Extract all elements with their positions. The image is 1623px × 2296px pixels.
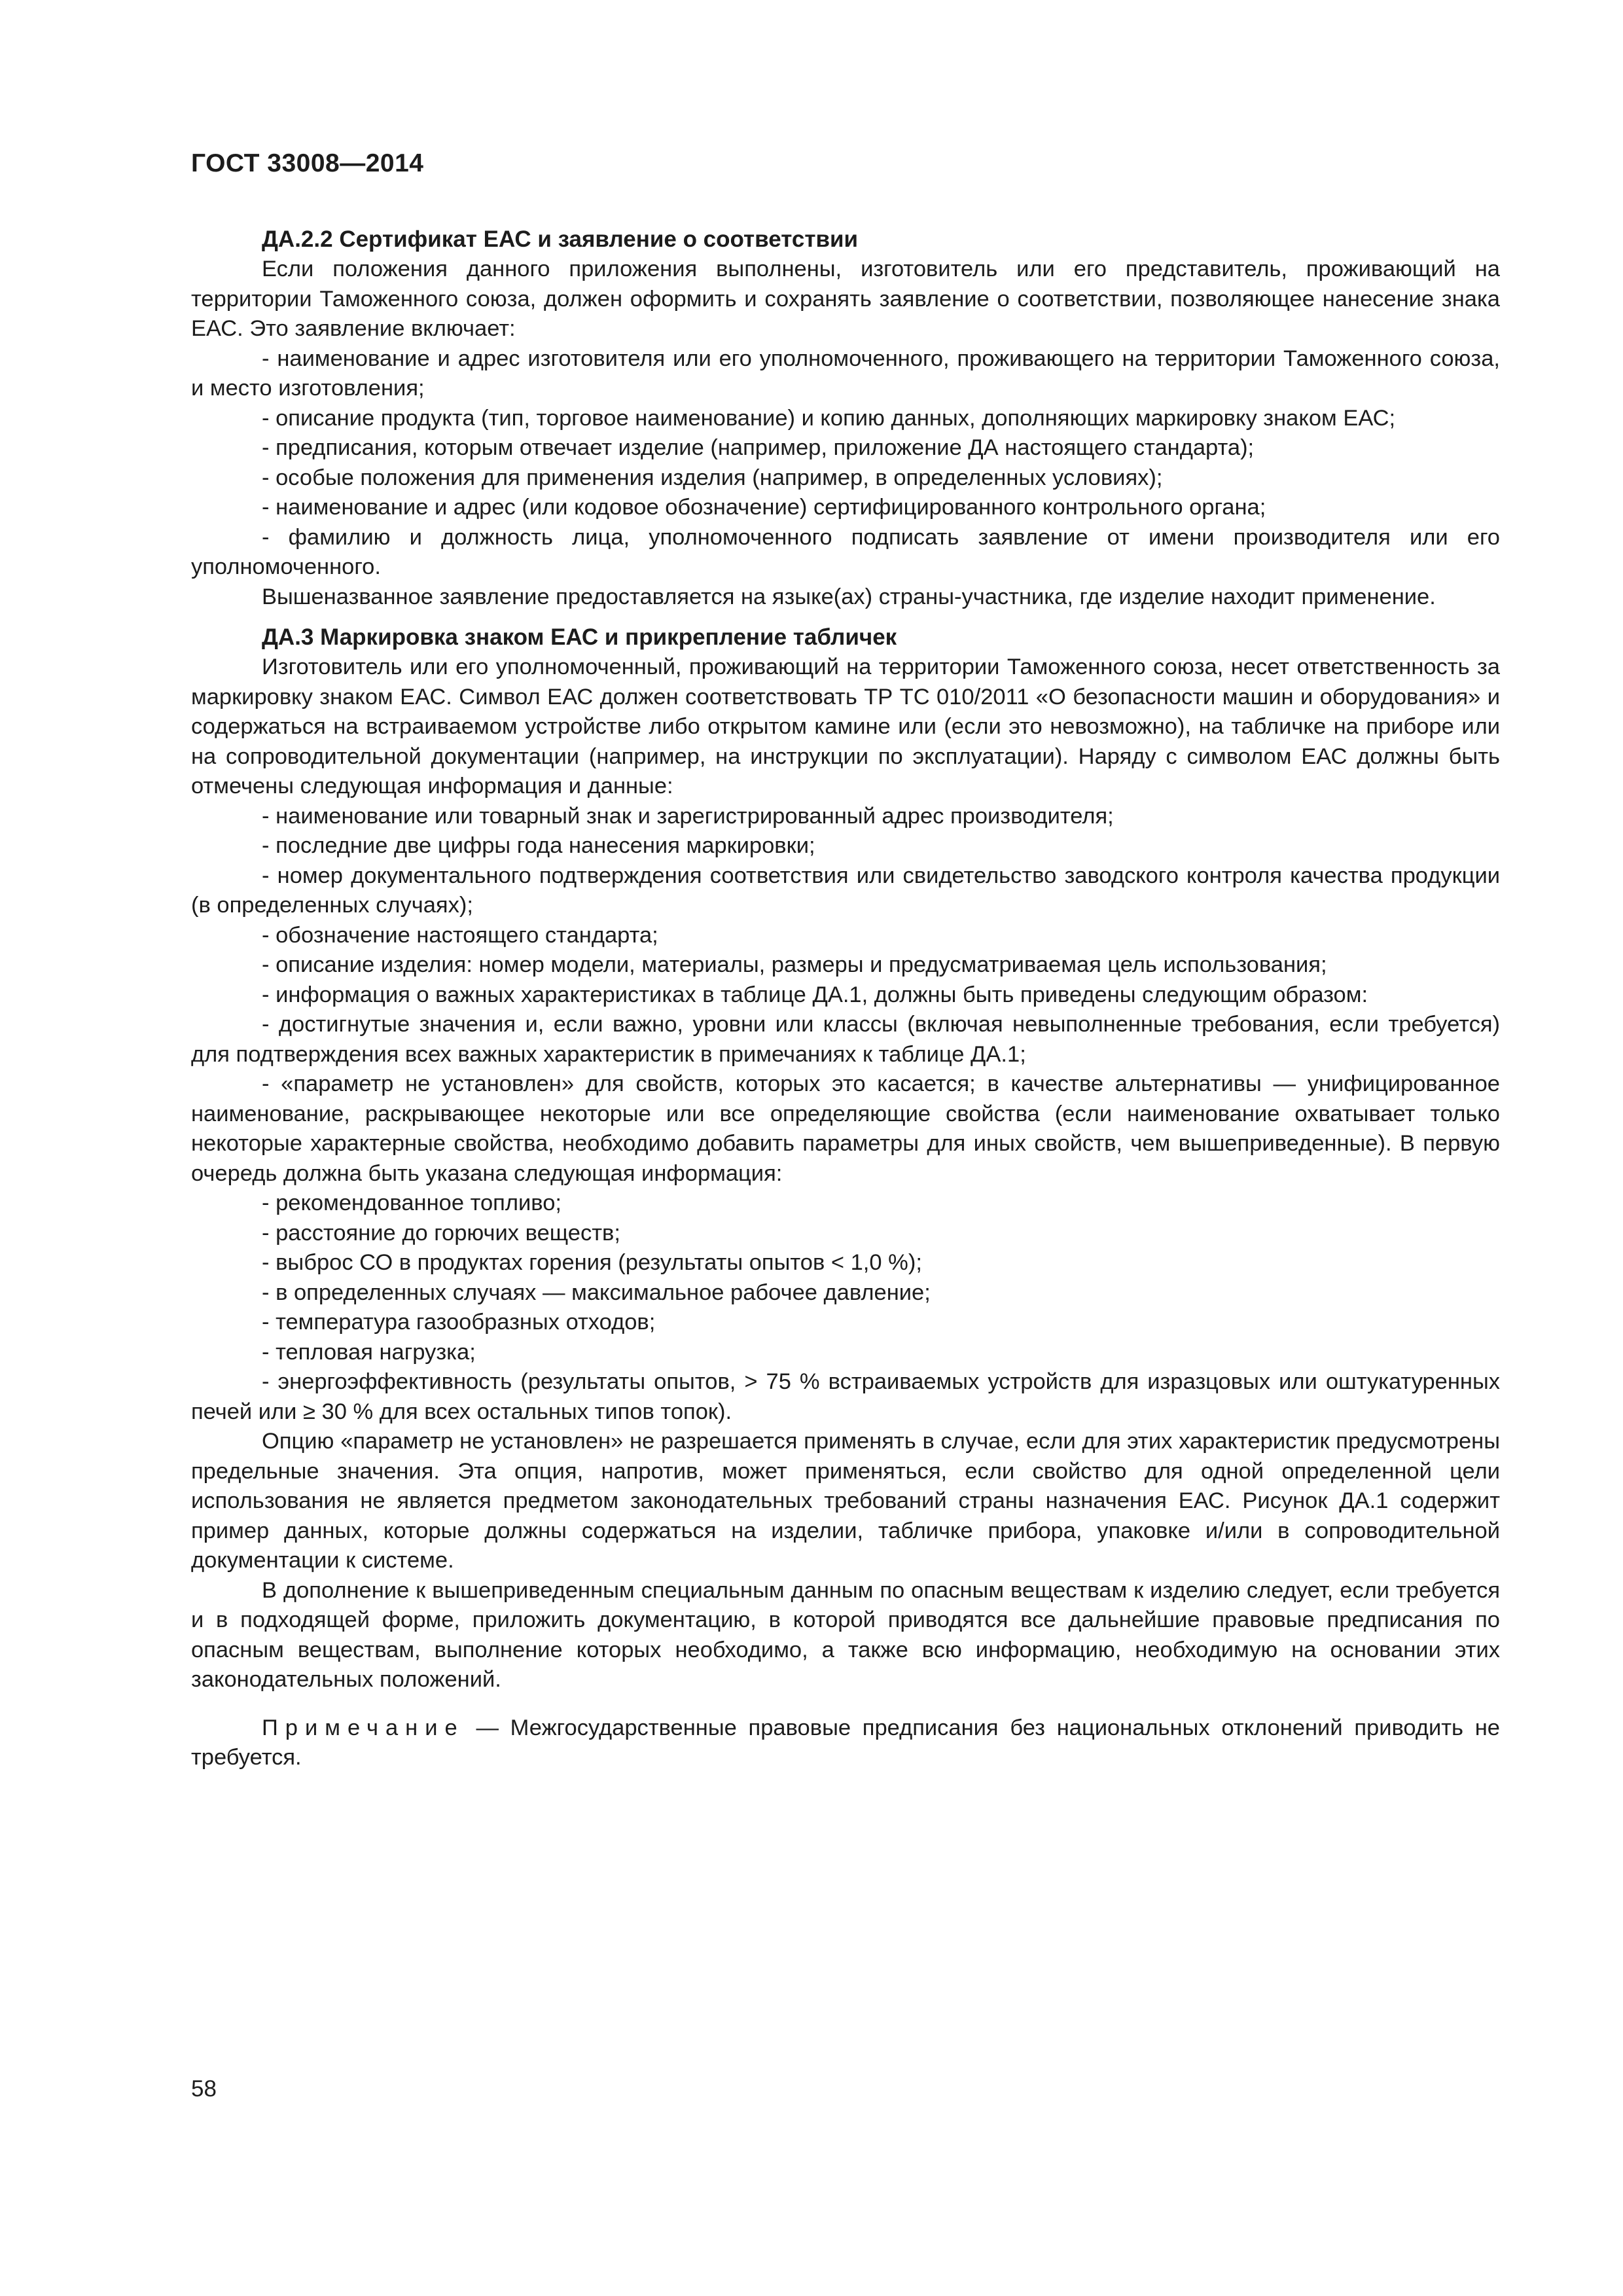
list-item: - особые положения для применения изделия (например, в определенных условиях); <box>262 465 1163 490</box>
list-item: - энергоэффективность (результаты опытов, > 75 % встраиваемых устройств для изразцовых или оштукатуренных печей или ≥ 30 % для всех остальных типов топок). <box>191 1369 1500 1424</box>
section-heading: ДА.3 Маркировка знаком ЕАС и прикрепление табличек <box>262 624 897 650</box>
list-item: - достигнутые значения и, если важно, уровни или классы (включая невыполненные требования, если требуется) для подтверждения всех важных характеристик в примечаниях к таблице ДА.1; <box>191 1012 1500 1067</box>
list-item: - последние две цифры года нанесения маркировки; <box>262 833 815 858</box>
list-item: - номер документального подтверждения соответствия или свидетельство заводского контроля качества продукции (в определенных случаях); <box>191 863 1500 918</box>
note-label: Примечание <box>262 1715 465 1740</box>
paragraph: Вышеназванное заявление предоставляется на языке(ах) страны-участника, где изделие находит применение. <box>262 584 1436 609</box>
list-item: - выброс СО в продуктах горения (результаты опытов < 1,0 %); <box>262 1250 922 1275</box>
note <box>191 1713 1500 1773</box>
paragraph: Опцию «параметр не установлен» не разрешается применять в случае, если для этих характеристик предусмотрены предельные значения. Эта опция, напротив, может применяться, если свойство для одной определенной цели использования не является предметом законодательных требований страны назначения ЕАС. Рисунок ДА.1 содержит пример данных, которые должны содержаться на изделии, табличке прибора, упаковке и/или в сопроводительной документации к системе. <box>191 1429 1500 1573</box>
paragraph: Если положения данного приложения выполнены, изготовитель или его представитель, проживающий на территории Таможенного союза, должен оформить и сохранять заявление о соответствии, позволяющее нанесение знака ЕАС. Это заявление включает: <box>191 257 1500 341</box>
section-heading: ДА.2.2 Сертификат ЕАС и заявление о соответствии <box>262 226 859 252</box>
paragraph: Изготовитель или его уполномоченный, проживающий на территории Таможенного союза, несет ответственность за маркировку знаком ЕАС. Символ ЕАС должен соответствовать ТР ТС 010/2011 «О безопасности машин и оборудования» и содержаться на встраиваемом устройстве либо открытом камине или (если это невозможно), на табличке на приборе или на сопроводительной документации (например, на инструкции по эксплуатации). Наряду с символом ЕАС должны быть отмечены следующая информация и данные: <box>191 655 1500 798</box>
paragraph: В дополнение к вышеприведенным специальным данным по опасным веществам к изделию следует, если требуется и в подходящей форме, приложить документацию, в которой приводятся все дальнейшие правовые предписания по опасным веществам, выполнение которых необходимо, а также всю информацию, необходимую на основании этих законодательных положений. <box>191 1577 1500 1692</box>
list-item: - рекомендованное топливо; <box>262 1191 562 1215</box>
list-item: - описание изделия: номер модели, материалы, размеры и предусматриваемая цель использования; <box>262 952 1327 977</box>
list-item: - предписания, которым отвечает изделие (например, приложение ДА настоящего стандарта); <box>262 435 1255 460</box>
list-item: - фамилию и должность лица, уполномоченного подписать заявление от имени производителя или его уполномоченного. <box>191 524 1500 579</box>
document-header: ГОСТ 33008—2014 <box>191 149 424 177</box>
note-text: — Межгосударственные правовые предписания без национальных отклонений приводить не требуется. <box>191 1715 1500 1770</box>
list-item: - «параметр не установлен» для свойств, которых это касается; в качестве альтернативы — унифицированное наименование, раскрывающее некоторые или все определяющие свойства (если наименование охватывает только некоторые характерные свойства, необходимо добавить параметры для иных свойств, чем вышеприведенные). В первую очередь должна быть указана следующая информация: <box>191 1071 1500 1186</box>
list-item: - в определенных случаях — максимальное рабочее давление; <box>262 1280 931 1305</box>
list-item: - информация о важных характеристиках в таблице ДА.1, должны быть приведены следующим образом: <box>262 982 1368 1007</box>
list-item: - обозначение настоящего стандарта; <box>262 922 658 948</box>
list-item: - тепловая нагрузка; <box>262 1339 476 1365</box>
list-item: - наименование или товарный знак и зарегистрированный адрес производителя; <box>262 803 1114 829</box>
list-item: - наименование и адрес изготовителя или его уполномоченного, проживающего на территории Таможенного союза, и место изготовления; <box>191 346 1500 401</box>
list-item: - температура газообразных отходов; <box>262 1310 656 1335</box>
list-item: - описание продукта (тип, торговое наименование) и копию данных, дополняющих маркировку знаком ЕАС; <box>262 405 1396 431</box>
document-body <box>191 224 1500 1773</box>
list-item: - наименование и адрес (или кодовое обозначение) сертифицированного контрольного органа; <box>262 495 1266 520</box>
list-item: - расстояние до горючих веществ; <box>262 1220 620 1246</box>
page-number: 58 <box>191 2076 217 2102</box>
